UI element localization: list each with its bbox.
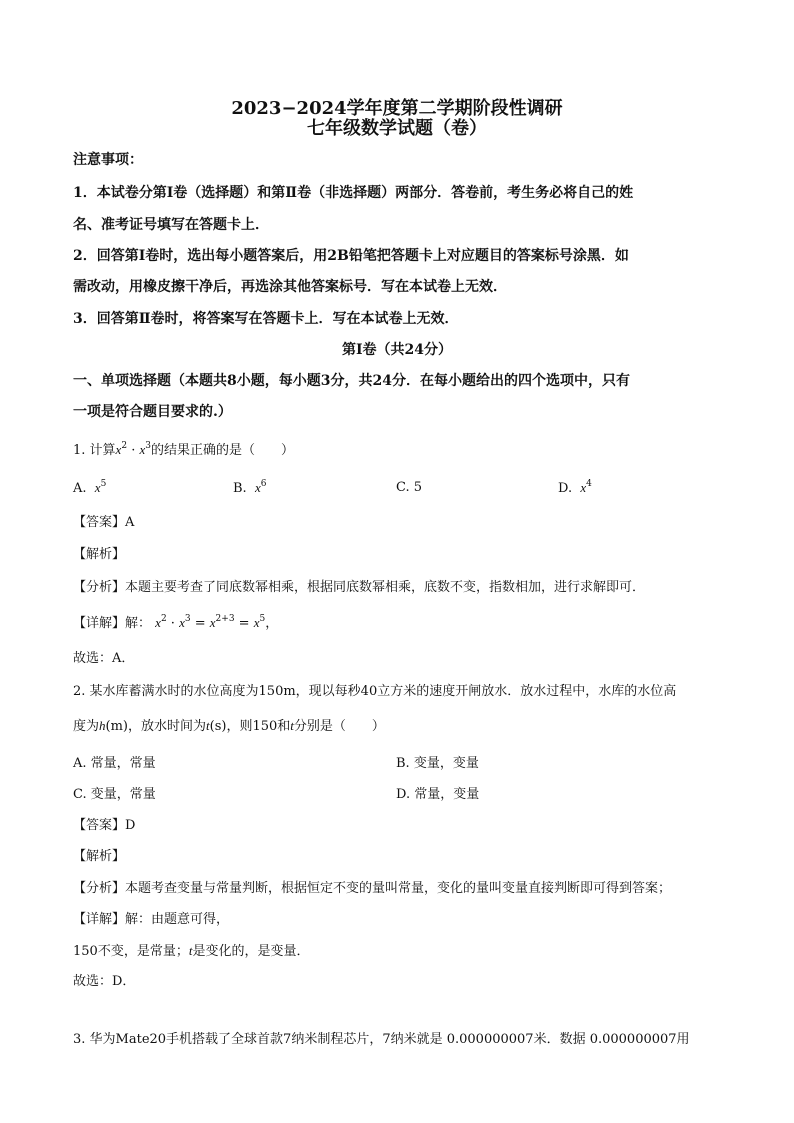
q1-detail-base-d: x bbox=[253, 615, 260, 630]
q1-option-d bbox=[558, 478, 592, 499]
q1-option-b-base: x bbox=[254, 480, 261, 495]
q1-option-a-base: x bbox=[94, 480, 101, 495]
q1-option-d-exp: 4 bbox=[586, 479, 592, 489]
notice-item-1-line-2: 名、准考证号填写在答题卡上． bbox=[73, 217, 269, 233]
q1-option-a-exp: 5 bbox=[100, 479, 107, 489]
q2-option-a: A. 常量，常量 bbox=[73, 756, 156, 771]
exam-title: 2023−2024学年度第二学期阶段性调研 bbox=[231, 98, 563, 119]
q2-detail2-b: 是变化的，是变量． bbox=[192, 944, 310, 959]
q1-analysis-label: 【解析】 bbox=[73, 547, 126, 562]
q1-detail-exp-a: 2 bbox=[160, 614, 167, 624]
notice-item-2-line-1: 2．回答第Ⅰ卷时，选出每小题答案后，用2B铅笔把答题卡上对应题目的答案标号涂黑．如 bbox=[73, 248, 629, 264]
q1-suffix: 的结果正确的是（ ） bbox=[150, 443, 294, 458]
q1-detail-dot: · bbox=[166, 616, 180, 631]
q2-line2-d: 分别是（ ） bbox=[293, 719, 385, 734]
section-desc-line-1: 一、单项选择题（本题共8小题，每小题3分，共24分．在每小题给出的四个选项中，只有 bbox=[73, 373, 630, 389]
q2-detail2-var-t: t bbox=[188, 943, 193, 958]
q1-exp-b: 3 bbox=[145, 441, 151, 451]
q1-option-b bbox=[233, 478, 266, 499]
q2-conclusion: 故选：D． bbox=[73, 974, 136, 989]
question-3-stem-line-1: 3. 华为Mate20手机搭载了全球首款7纳米制程芯片，7纳米就是 0.000000007米．数据 0.000000007用 bbox=[73, 1032, 690, 1047]
q2-analysis-label: 【解析】 bbox=[73, 849, 126, 864]
question-2-stem-line-1: 2. 某水库蓄满水时的水位高度为150m，现以每秒40立方米的速度开闸放水．放水过程中，水库的水位高 bbox=[73, 684, 677, 699]
q2-detail2-a: 150不变，是常量； bbox=[73, 944, 189, 959]
q1-detail-base-a: x bbox=[155, 615, 161, 630]
q1-detail-base-c: x bbox=[209, 615, 216, 630]
q1-conclusion: 故选：A． bbox=[73, 651, 135, 666]
q1-answer: 【答案】A bbox=[73, 515, 135, 530]
q2-line2-a: 度为 bbox=[73, 719, 100, 734]
q2-option-c: C. 变量，常量 bbox=[73, 787, 156, 802]
section-title: 第Ⅰ卷（共24分） bbox=[341, 342, 453, 358]
q2-var-t-2: t bbox=[290, 718, 294, 733]
q2-answer: 【答案】D bbox=[73, 818, 136, 833]
q1-detail-exp-b: 3 bbox=[184, 614, 191, 624]
q2-var-h: h bbox=[99, 718, 106, 733]
notice-heading: 注意事项： bbox=[73, 152, 143, 168]
q1-detail-exp-d: 5 bbox=[259, 614, 266, 624]
notice-item-2-line-2: 需改动，用橡皮擦干净后，再选涂其他答案标号．写在本试卷上无效． bbox=[73, 279, 507, 295]
question-2-stem-line-2 bbox=[73, 716, 385, 737]
q1-option-b-label: B. bbox=[233, 481, 247, 496]
q1-base-b: x bbox=[139, 442, 146, 457]
q1-fenxi: 【分析】本题主要考查了同底数幂相乘，根据同底数幂相乘，底数不变，指数相加，进行求解即可． bbox=[73, 580, 646, 595]
q1-option-d-base: x bbox=[580, 480, 587, 495]
q2-option-b: B. 变量，变量 bbox=[396, 756, 479, 771]
q1-option-c: C. 5 bbox=[396, 480, 423, 495]
q1-option-a-label: A. bbox=[73, 481, 87, 496]
q2-detail-2 bbox=[73, 941, 309, 962]
q1-detail-exp-c: 2+3 bbox=[215, 614, 235, 624]
q1-detail-eq-2: = bbox=[234, 616, 254, 631]
notice-item-3-line-1: 3．回答第Ⅱ卷时，将答案写在答题卡上．写在本试卷上无效． bbox=[73, 311, 459, 327]
q2-var-t: t bbox=[206, 718, 210, 733]
q1-detail-base-b: x bbox=[179, 615, 185, 630]
q1-base-a: x bbox=[115, 442, 122, 457]
q1-exp-a: 2 bbox=[121, 441, 128, 451]
notice-item-1-line-1: 1．本试卷分第Ⅰ卷（选择题）和第Ⅱ卷（非选择题）两部分．答卷前，考生务必将自己的姓 bbox=[73, 185, 634, 201]
q1-option-d-label: D. bbox=[558, 481, 573, 496]
q1-detail bbox=[73, 613, 278, 634]
q2-option-d: D. 常量，变量 bbox=[396, 787, 480, 802]
q1-detail-prefix: 【详解】解： bbox=[73, 616, 152, 631]
q1-prefix: 1. 计算 bbox=[73, 443, 116, 458]
exam-subtitle: 七年级数学试题（卷） bbox=[307, 118, 487, 139]
q1-option-a bbox=[73, 478, 106, 499]
section-desc-line-2: 一项是符合题目要求的.） bbox=[73, 404, 232, 420]
q1-dot: · bbox=[127, 443, 140, 458]
q2-fenxi: 【分析】本题考查变量与常量判断，根据恒定不变的量叫常量，变化的量叫变量直接判断即可得到答案； bbox=[73, 881, 672, 896]
q2-line2-c: (s)，则150和 bbox=[209, 719, 291, 734]
q2-detail: 【详解】解：由题意可得， bbox=[73, 912, 230, 927]
q1-detail-eq-1: = bbox=[190, 616, 210, 631]
q2-line2-b: (m)，放水时间为 bbox=[105, 719, 206, 734]
q1-detail-end: ， bbox=[265, 616, 279, 631]
q1-option-b-exp: 6 bbox=[260, 479, 267, 489]
question-1-stem bbox=[73, 440, 294, 461]
